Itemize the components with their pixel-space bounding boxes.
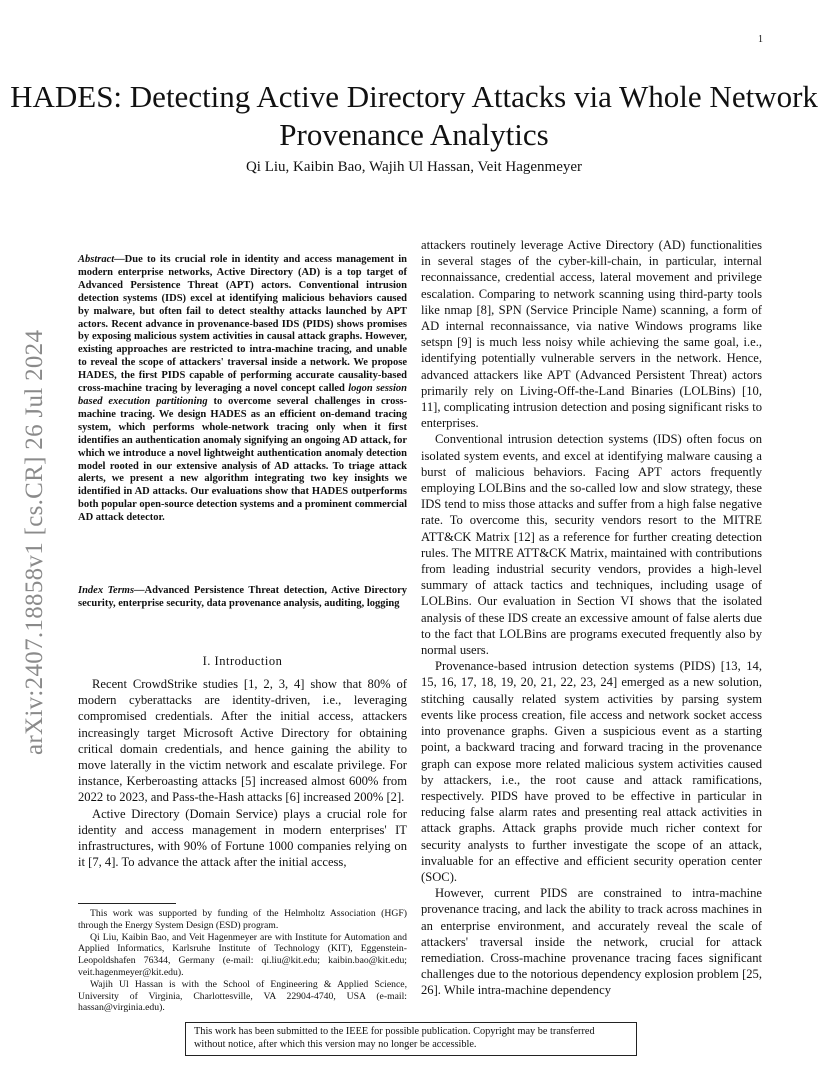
paper-title: HADES: Detecting Active Directory Attacks via Whole Network Provenance Analytics [10,79,818,152]
index-terms-text: —Advanced Persistence Threat detection, Active Directory security, enterprise security, data provenance analysis, auditing, logging [78,585,407,609]
abstract-text-1: —Due to its crucial role in identity and access management in modern enterprise networks, Active Directory (AD) is a top target of Advanced Persistence Threat (APT) actors. Conventional intrusion detection systems (IDS) excel at identifying malicious behaviors caused by malware, but often fail to detect stealthy attacks launched by APT actors. Recent advance in provenance-based IDS (PIDS) shows promises by exposing malicious system activities in causal attack graphs. However, existing approaches are restricted to intra-machine tracing, and unable to reveal the scope of attackers' traversal inside a network. We propose HADES, the first PIDS capable of performing accurate causality-based cross-machine tracing by leveraging a novel concept called [78,254,407,395]
footnote-funding: This work was supported by funding of the Helmholtz Association (HGF) through the Energy System Design (ESD) program. [78,908,407,931]
footnote-affiliation-uva: Wajih Ul Hassan is with the School of Engineering & Applied Science, University of Virginia, Charlottesville, VA 22904-4740, USA (e-mail: hassan@virginia.edu). [78,978,407,1014]
section-heading-introduction: I. Introduction [202,654,283,668]
right-column-body [421,237,762,999]
introduction-body [78,676,407,870]
footnotes [78,908,407,1014]
abstract [78,254,407,525]
ieee-submission-notice: This work has been submitted to the IEEE for possible publication. Copyright may be transferred without notice, after which this version may no longer be accessible. [185,1022,637,1056]
index-terms-label: Index Terms [78,585,135,596]
abstract-label: Abstract [78,254,115,265]
arxiv-identifier: arXiv:2407.18858v1 [cs.CR] 26 Jul 2024 [21,329,48,755]
body-paragraph: However, current PIDS are constrained to intra-machine provenance tracing, and lack the ability to track across machines in an enterprise environment, and accurately reveal the scale of attackers' traversal inside the network, crucial for attack remediation. Cross-machine provenance tracing faces significant challenges due to the notorious dependency explosion problem [25, 26]. While intra-machine dependency [421,886,762,998]
abstract-text-2: to overcome several challenges in cross-machine tracing. We design HADES as an efficient on-demand tracing system, which performs whole-network tracing only when it first identifies an authentication anomaly signifying an ongoing AD attack, for which we introduce a novel lightweight authentication anomaly detection model rooted in our extensive analysis of AD attacks. To triage attack alerts, we present a new algorithm integrating two key insights we identified in AD attacks. Our evaluations show that HADES outperforms both popular open-source detection systems and a prominent commercial AD attack detector. [78,395,408,524]
body-paragraph: Provenance-based intrusion detection systems (PIDS) [13, 14, 15, 16, 17, 18, 19, 20, 21, 22, 23, 24] emerged as a new solution, stitching causally related system activities by parsing system events like process creation, file access and network socket access into provenance graphs. Given a suspicious event as a starting point, a backward tracing and forward tracing in the provenance graph can expose more related malicious system activities caused by attackers, i.e., the root cause and attack ramifications, respectively. PIDS have proved to be effective in particular in reducing false alarm rates and presenting real attack activities in attack graphs. Attack graphs provide much richer context for security analysts to further investigate the scope of an attack, invaluable for an effective and efficient security operation center (SOC). [421,659,762,884]
abstract-emphasis: logon session based execution partitioning [78,383,407,407]
body-paragraph: attackers routinely leverage Active Directory (AD) functionalities in several stages of the cyber-kill-chain, in particular, internal reconnaissance, credential access, lateral movement and privilege escalation. Comparing to network scanning using third-party tools like nmap [8], SPN (Service Principle Name) scanning, a form of AD internal reconnaissance, via native Windows programs like setspn [9] is much less noisy while achieving the same goal, i.e., identifying potentially vulnerable servers in the network. Hence, advanced attackers like APT (Advanced Persistent Threat) actors primarily rely on Living-Off-the-Land Binaries (LOLBins) [10, 11], complicating intrusion detection and posing significant risks to enterprises. [421,238,762,431]
intro-paragraph: Recent CrowdStrike studies [1, 2, 3, 4] show that 80% of modern cyberattacks are identity-driven, i.e., leveraging compromised credentials. After the initial access, attackers increasingly target Microsoft Active Directory for obtaining critical domain credentials, and hence gaining the ability to move laterally in the victim network and escalate privilege. For instance, Kerberoasting attacks [5] increased almost 600% from 2022 to 2023, and Pass-the-Hash attacks [6] increased 200% [2]. [78,677,407,805]
index-terms [78,585,407,611]
body-paragraph: Conventional intrusion detection systems (IDS) often focus on isolated system events, and excel at identifying malware causing a burst of malicious behaviors. Facing APT actors frequently employing LOLBins and the so-called low and slow strategy, these IDS tend to miss those attacks and suffer from a high false negative rate. To overcome this, security vendors resort to the MITRE ATT&CK Matrix [12] as a reference for further creating detection rules. The MITRE ATT&CK Matrix, maintained with contributions from leading industrial security vendors, provides a high-level summary of attack tactics and techniques, including usage of LOLBins. Our evaluation in Section VI shows that the isolated analysis of these IDS create an excessive amount of false alerts due to the fact that LOLBins are programs executed frequently also by normal users. [421,432,762,658]
page-number: 1 [758,34,763,45]
footnote-affiliation-kit: Qi Liu, Kaibin Bao, and Veit Hagenmeyer are with Institute for Automation and Applied Informatics, Karlsruhe Institute of Technology (KIT), Eggenstein-Leopoldshafen 76344, Germany (e-mail: qi.liu@kit.edu; kaibin.bao@kit.edu; veit.hagenmeyer@kit.edu). [78,931,407,978]
intro-paragraph: Active Directory (Domain Service) plays a crucial role for identity and access management in modern enterprises' IT infrastructures, with 90% of Fortune 1000 companies relying on it [7, 4]. To advance the attack after the initial access, [78,806,407,870]
author-list: Qi Liu, Kaibin Bao, Wajih Ul Hassan, Veit Hagenmeyer [245,159,583,175]
footnote-divider [78,903,176,904]
